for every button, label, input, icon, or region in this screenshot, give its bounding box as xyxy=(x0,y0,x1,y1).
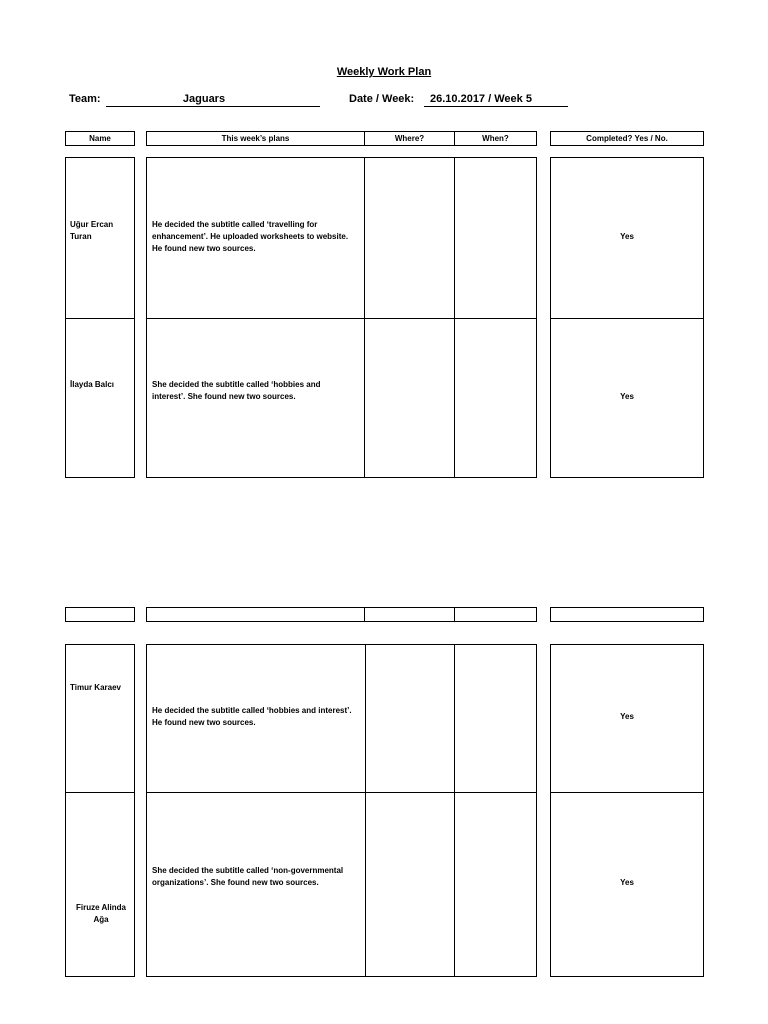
row-name: Uğur Ercan Turan xyxy=(70,220,114,241)
row-plans: He decided the subtitle called ‘hobbies and interest’. He found new two sources. xyxy=(152,706,352,727)
row-name: Firuze Alinda Ağa xyxy=(76,903,126,924)
header-name xyxy=(65,131,135,146)
row-name: Timur Karaev xyxy=(70,683,121,692)
divider xyxy=(454,608,455,621)
name-column-top xyxy=(65,157,135,478)
divider xyxy=(365,645,366,976)
header-name-text: Name xyxy=(89,134,111,143)
row-completed: Yes xyxy=(620,392,634,401)
date-week-value: 26.10.2017 / Week 5 xyxy=(430,93,532,105)
header-plans xyxy=(147,132,364,145)
row-divider xyxy=(66,318,134,319)
row-plans: She decided the subtitle called ‘hobbies and interest’. She found new two sources. xyxy=(152,380,321,401)
header-when xyxy=(455,132,536,145)
header-plans-text: This week’s plans xyxy=(221,134,290,143)
header-plans-group-empty xyxy=(146,607,537,622)
plans-column-bottom xyxy=(146,644,537,977)
row-divider xyxy=(551,792,703,793)
divider xyxy=(364,608,365,621)
header-completed-text: Completed? Yes / No. xyxy=(586,134,668,143)
header-where xyxy=(365,132,454,145)
row-plans: She decided the subtitle called ‘non-governmental organizations’. She found new two sources. xyxy=(152,866,344,887)
team-value: Jaguars xyxy=(182,93,226,105)
page-title: Weekly Work Plan xyxy=(336,66,432,78)
header-completed xyxy=(550,131,704,146)
row-completed: Yes xyxy=(620,878,634,887)
team-underline xyxy=(106,106,320,107)
row-divider xyxy=(551,318,703,319)
date-week-underline xyxy=(424,106,568,107)
header-name-empty xyxy=(65,607,135,622)
row-divider xyxy=(147,792,536,793)
row-name: İlayda Balcı xyxy=(70,380,115,389)
row-divider xyxy=(147,318,536,319)
completed-column-bottom xyxy=(550,644,704,977)
row-plans: He decided the subtitle called ‘travelling for enhancement’. He uploaded worksheets to website. He found new two sources. xyxy=(152,220,349,253)
header-when-text: When? xyxy=(482,134,509,143)
row-divider xyxy=(66,792,134,793)
plans-column-top xyxy=(146,157,537,478)
header-plans-group xyxy=(146,131,537,146)
team-label: Team: xyxy=(69,93,101,105)
header-where-text: Where? xyxy=(394,134,425,143)
date-week-label: Date / Week: xyxy=(349,93,415,105)
row-completed: Yes xyxy=(620,232,634,241)
divider xyxy=(454,645,455,976)
header-completed-empty xyxy=(550,607,704,622)
completed-column-top xyxy=(550,157,704,478)
row-completed: Yes xyxy=(620,712,634,721)
